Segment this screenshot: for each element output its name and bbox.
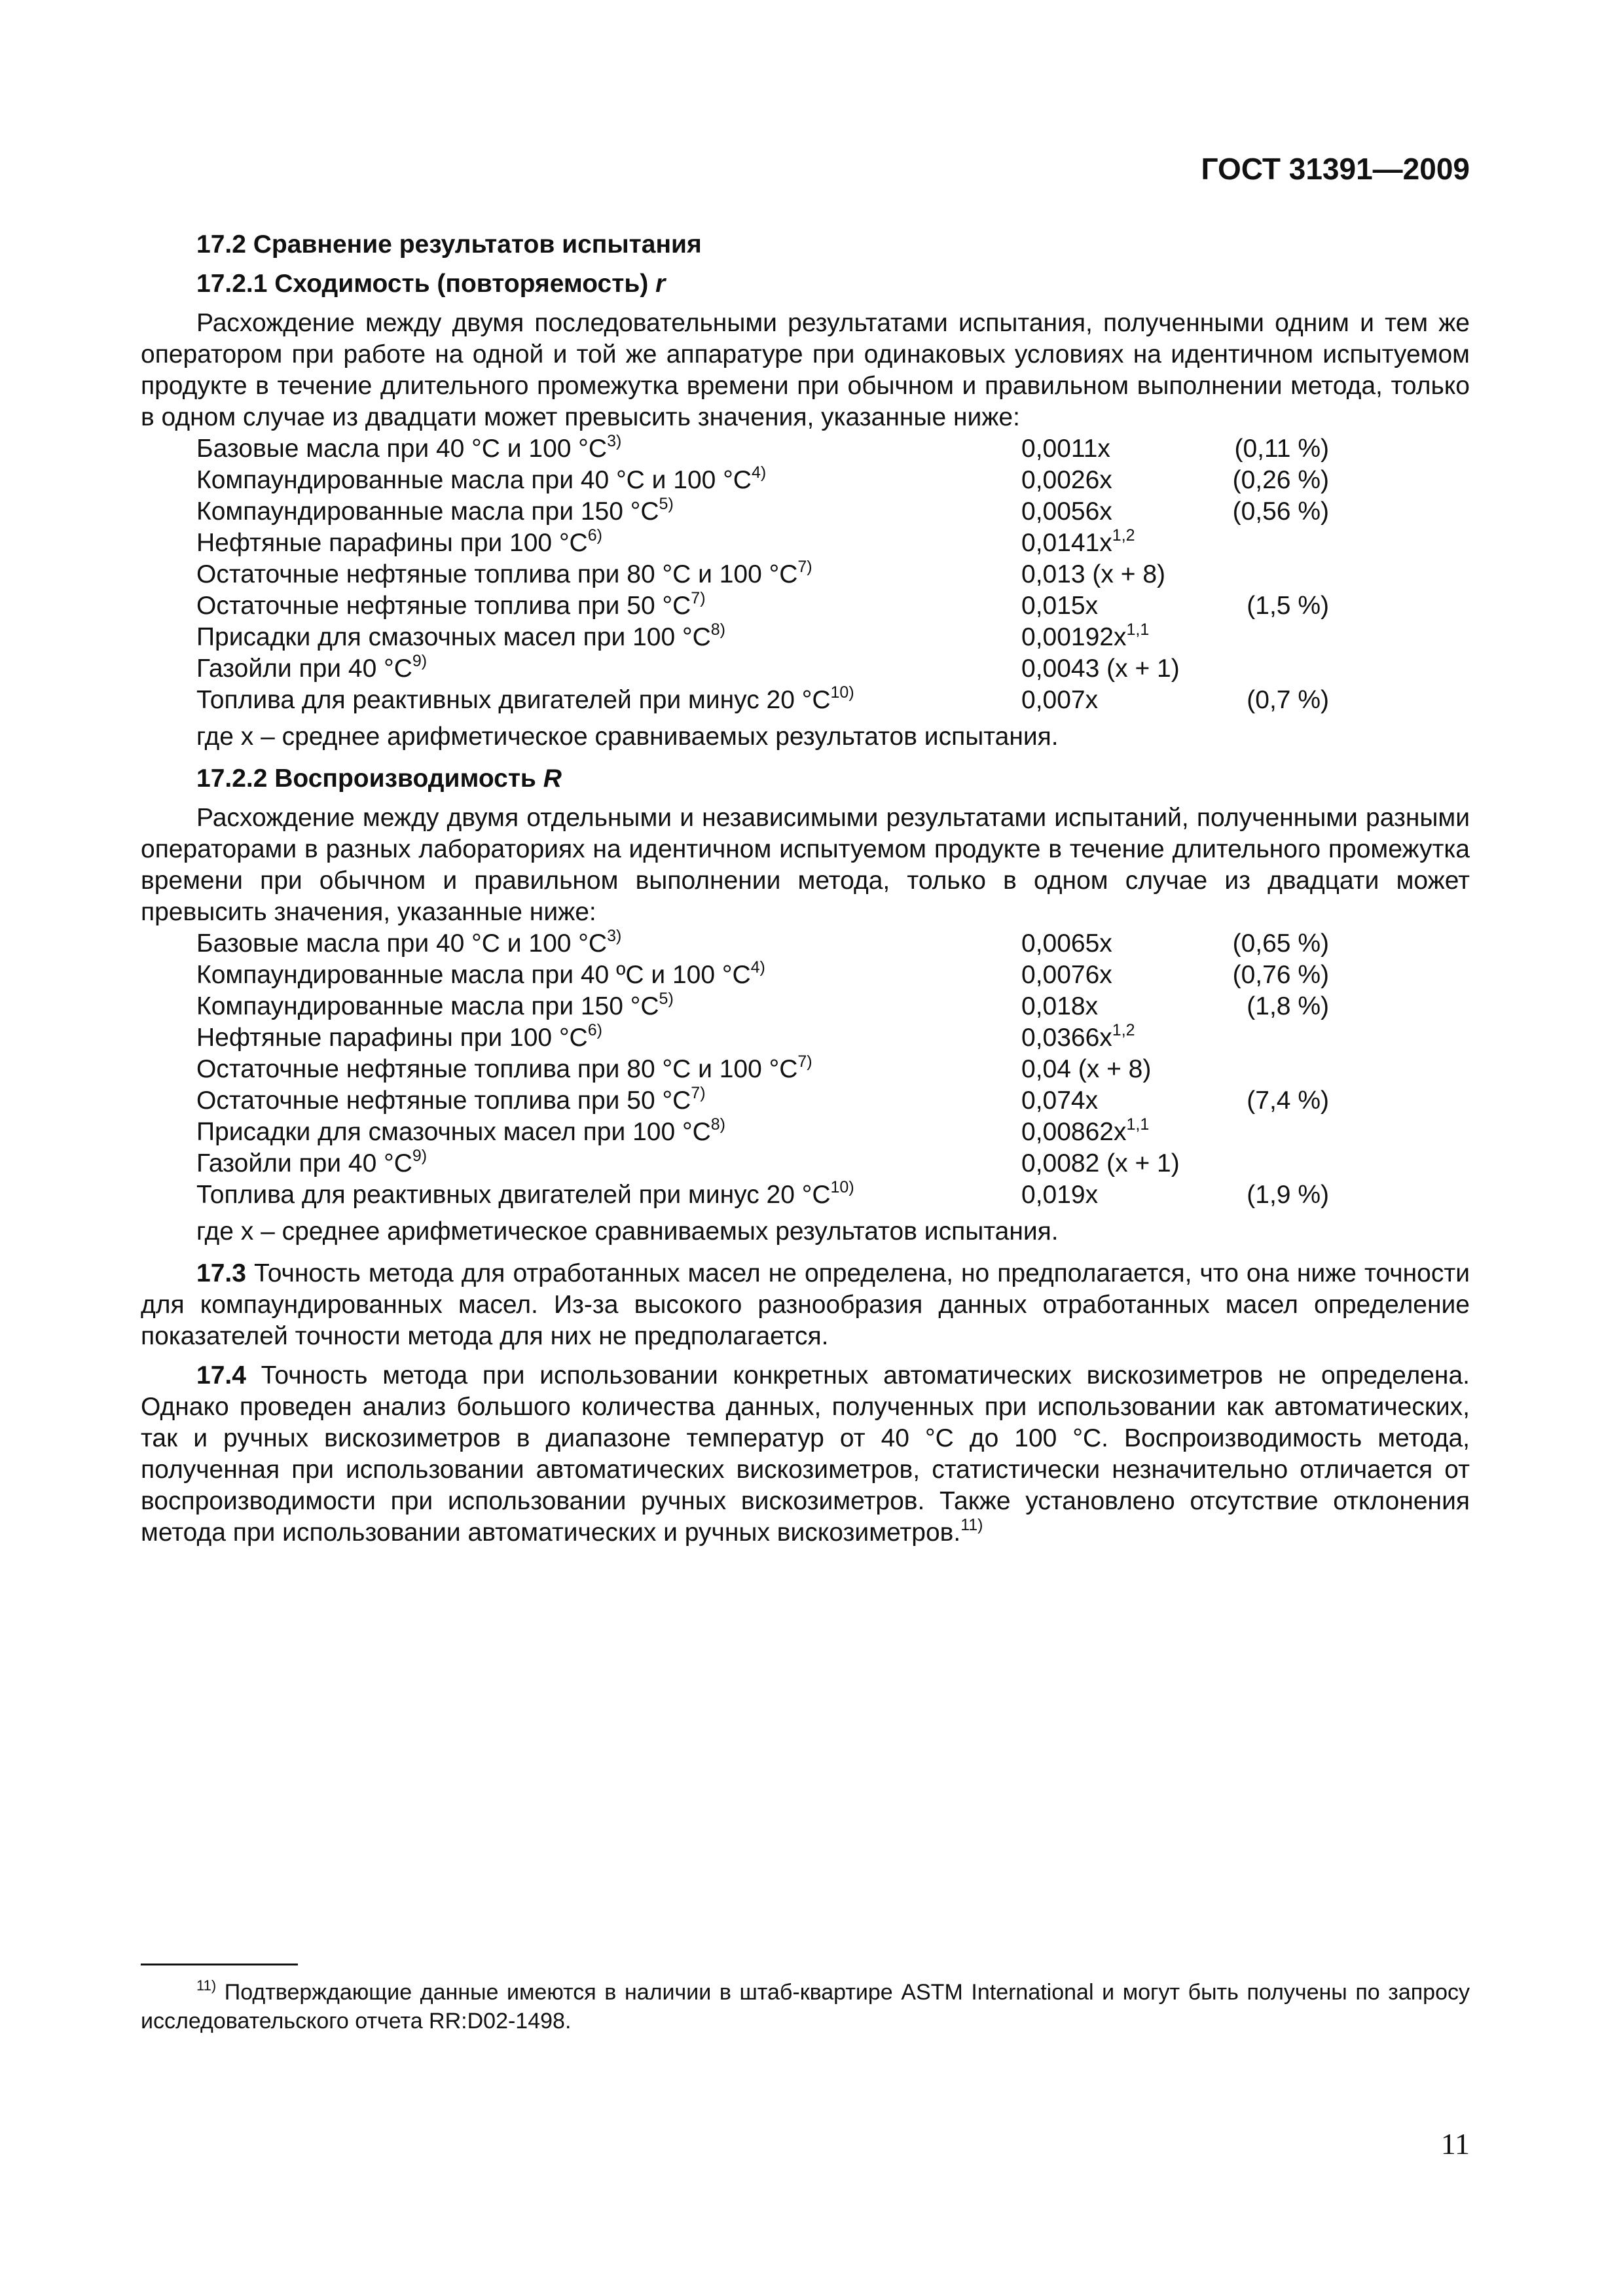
item-footnote-ref: 3) [607, 927, 622, 945]
item-name-text: Остаточные нефтяные топлива при 80 °С и 100 °С [196, 560, 798, 588]
item-value-text: 0,00192x [1021, 623, 1127, 651]
item-name-text: Компаундированные масла при 40 °С и 100 °С [196, 466, 752, 494]
item-name [196, 960, 1021, 991]
section-heading-17-2-1 [141, 268, 1470, 300]
item-name [196, 991, 1021, 1022]
list-item [196, 928, 1470, 960]
item-footnote-ref: 9) [412, 652, 428, 670]
list-item [196, 960, 1470, 991]
item-value-text: 0,0076x [1021, 961, 1112, 989]
item-name [196, 1085, 1021, 1117]
item-footnote-ref: 3) [607, 432, 622, 450]
item-value-text: 0,00862x [1021, 1118, 1127, 1146]
item-value [1021, 1179, 1218, 1211]
item-name-text: Топлива для реактивных двигателей при минус 20 °С [196, 1181, 831, 1209]
item-name [196, 653, 1021, 685]
item-value-exponent: 1,2 [1112, 526, 1135, 545]
reproducibility-list [141, 928, 1470, 1211]
standard-designation: ГОСТ 31391—2009 [1201, 152, 1470, 186]
item-name [196, 465, 1021, 496]
item-value-text: 0,0011x [1021, 435, 1110, 463]
item-percent [1218, 1117, 1329, 1148]
item-value-text: 0,0141x [1021, 529, 1112, 557]
item-name-text: Компаундированные масла при 150 °С [196, 992, 659, 1020]
paragraph-17-3 [141, 1258, 1470, 1352]
item-footnote-ref: 10) [830, 1178, 854, 1196]
item-value-text: 0,0026x [1021, 466, 1112, 494]
item-name-text: Остаточные нефтяные топлива при 50 °С [196, 592, 691, 620]
item-footnote-ref: 7) [797, 558, 812, 576]
item-value-exponent: 1,2 [1112, 1021, 1135, 1039]
item-value [1021, 465, 1218, 496]
item-value [1021, 622, 1218, 653]
list-item [196, 590, 1470, 622]
item-value-text: 0,0056x [1021, 497, 1112, 526]
item-value [1021, 960, 1218, 991]
item-value [1021, 1117, 1218, 1148]
item-value-text: 0,0082 (x + 1) [1021, 1149, 1180, 1177]
item-value-text: 0,015x [1021, 592, 1099, 620]
list-item [196, 991, 1470, 1022]
item-name [196, 1117, 1021, 1148]
item-value [1021, 991, 1218, 1022]
item-name-text: Базовые масла при 40 °С и 100 °С [196, 929, 608, 958]
list-item [196, 1148, 1470, 1179]
item-name-text: Присадки для смазочных масел при 100 °С [196, 623, 711, 651]
list-item [196, 1179, 1470, 1211]
item-percent [1218, 559, 1329, 590]
item-value-text: 0,04 (x + 8) [1021, 1055, 1152, 1083]
main-content [141, 229, 1470, 1549]
item-percent [1218, 528, 1329, 559]
where-note-reproducibility: где x – среднее арифметическое сравниваемых результатов испытания. [196, 1217, 1059, 1246]
item-footnote-ref: 9) [412, 1147, 428, 1165]
item-name [196, 1054, 1021, 1085]
list-item [196, 1117, 1470, 1148]
item-percent: (0,76 %) [1232, 961, 1329, 989]
item-percent: (0,56 %) [1232, 497, 1329, 526]
list-item [196, 685, 1470, 716]
item-name-text: Остаточные нефтяные топлива при 80 °С и 100 °С [196, 1055, 798, 1083]
item-name-text: Нефтяные парафины при 100 °С [196, 1024, 588, 1052]
footnote-text: Подтверждающие данные имеются в наличии в штаб-квартире ASTM International и могут быть получены по запросу исследовательского отчета RR:D02-1498. [141, 1980, 1470, 2034]
item-value-exponent: 1,1 [1126, 1115, 1150, 1134]
footnote-reference: 11) [960, 1516, 983, 1534]
item-name-text: Топлива для реактивных двигателей при минус 20 °С [196, 686, 831, 714]
page-number: 11 [1440, 2127, 1470, 2161]
section-heading-17-2: 17.2 Сравнение результатов испытания [196, 230, 702, 259]
item-footnote-ref: 7) [691, 1084, 706, 1102]
item-name-text: Присадки для смазочных масел при 100 °С [196, 1118, 711, 1146]
item-footnote-ref: 5) [659, 495, 674, 513]
item-value-exponent: 1,1 [1126, 620, 1150, 639]
heading-text: 17.2.2 Воспроизводимость [196, 764, 543, 793]
item-name [196, 528, 1021, 559]
list-item [196, 1054, 1470, 1085]
item-percent: (7,4 %) [1247, 1086, 1329, 1115]
item-value [1021, 1148, 1218, 1179]
item-name-text: Газойли при 40 °С [196, 1149, 412, 1177]
item-name [196, 622, 1021, 653]
list-item [196, 1085, 1470, 1117]
item-percent: (0,7 %) [1247, 686, 1329, 714]
clause-text: Точность метода для отработанных масел не определена, но предполагается, что она ниже точности для компаундированных масел. Из-за высокого разнообразия данных отработанных масел определение показателей точности метода для них не предполагается. [141, 1259, 1470, 1350]
item-name [196, 1179, 1021, 1211]
item-value [1021, 1054, 1218, 1085]
item-value [1021, 496, 1218, 528]
item-name-text: Остаточные нефтяные топлива при 50 °С [196, 1086, 691, 1115]
item-footnote-ref: 8) [710, 620, 725, 639]
where-note-repeatability: где x – среднее арифметическое сравниваемых результатов испытания. [196, 723, 1059, 751]
repeatability-list [141, 433, 1470, 716]
footnote-divider [141, 1964, 298, 1965]
footnote-marker: 11) [196, 1977, 217, 1994]
item-footnote-ref: 8) [710, 1115, 725, 1134]
footnote [141, 1978, 1470, 2036]
heading-symbol: r [655, 270, 666, 298]
item-name [196, 685, 1021, 716]
item-value [1021, 433, 1218, 465]
item-value [1021, 653, 1218, 685]
item-percent [1218, 653, 1329, 685]
item-footnote-ref: 6) [587, 1021, 602, 1039]
item-name [196, 1148, 1021, 1179]
item-value-text: 0,074x [1021, 1086, 1099, 1115]
list-item [196, 433, 1470, 465]
item-percent [1218, 1054, 1329, 1085]
item-footnote-ref: 10) [830, 683, 854, 702]
item-name [196, 590, 1021, 622]
item-footnote-ref: 7) [691, 589, 706, 607]
item-footnote-ref: 5) [659, 990, 674, 1008]
item-value [1021, 559, 1218, 590]
item-name-text: Компаундированные масла при 40 ºС и 100 °С [196, 961, 751, 989]
item-footnote-ref: 6) [587, 526, 602, 545]
heading-symbol: R [543, 764, 562, 793]
item-percent: (1,8 %) [1247, 992, 1329, 1020]
item-name [196, 496, 1021, 528]
item-percent: (1,9 %) [1247, 1181, 1329, 1209]
paragraph-17-2-2: Расхождение между двумя отдельными и независимыми результатами испытаний, полученными разными операторами в разных лабораториях на идентичном испытуемом продукте в течение длительного промежутка времени при обычном и правильном выполнении метода, только в одном случае из двадцати может превысить значения, указанные ниже: [141, 804, 1470, 926]
list-item [196, 496, 1470, 528]
list-item [196, 653, 1470, 685]
item-name [196, 1022, 1021, 1054]
item-name-text: Компаундированные масла при 150 °С [196, 497, 659, 526]
clause-number: 17.4 [196, 1361, 246, 1390]
list-item [196, 1022, 1470, 1054]
item-name [196, 559, 1021, 590]
item-value [1021, 590, 1218, 622]
item-value [1021, 928, 1218, 960]
item-value [1021, 1085, 1218, 1117]
clause-text: Точность метода при использовании конкретных автоматических вискозиметров не определена. Однако проведен анализ большого количества данных, полученных при использовании как автоматических, так и ручных вискозиметров в диапазоне температур от 40 °С до 100 °С. Воспроизводимость метода, полученная при использовании автоматических вискозиметров, статистически незначительно отличается от воспроизводимости при использовании ручных вискозиметров. Также установлено отсутствие отклонения метода при использовании автоматических и ручных вискозиметров. [141, 1361, 1470, 1547]
item-value-text: 0,0065x [1021, 929, 1112, 958]
item-name [196, 928, 1021, 960]
item-value [1021, 1022, 1218, 1054]
item-footnote-ref: 7) [797, 1052, 812, 1071]
item-percent [1218, 1022, 1329, 1054]
item-value [1021, 685, 1218, 716]
item-value-text: 0,013 (x + 8) [1021, 560, 1166, 588]
item-value-text: 0,019x [1021, 1181, 1099, 1209]
item-percent: (0,11 %) [1234, 435, 1329, 463]
section-heading-17-2-2 [141, 763, 1470, 795]
list-item [196, 528, 1470, 559]
item-percent: (0,65 %) [1232, 929, 1329, 958]
item-percent [1218, 1148, 1329, 1179]
item-footnote-ref: 4) [751, 463, 767, 482]
item-name-text: Базовые масла при 40 °С и 100 °С [196, 435, 608, 463]
item-footnote-ref: 4) [750, 958, 765, 977]
heading-text: 17.2.1 Сходимость (повторяемость) [196, 270, 656, 298]
item-percent: (0,26 %) [1232, 466, 1329, 494]
list-item [196, 559, 1470, 590]
item-name [196, 433, 1021, 465]
item-value-text: 0,0366x [1021, 1024, 1112, 1052]
item-value-text: 0,018x [1021, 992, 1099, 1020]
item-percent: (1,5 %) [1247, 592, 1329, 620]
item-name-text: Газойли при 40 °С [196, 655, 412, 683]
list-item [196, 465, 1470, 496]
item-value [1021, 528, 1218, 559]
item-value-text: 0,0043 (x + 1) [1021, 655, 1180, 683]
item-percent [1218, 622, 1329, 653]
paragraph-17-2-1: Расхождение между двумя последовательными результатами испытания, полученными одним и тем же оператором при работе на одной и той же аппаратуре при одинаковых условиях на идентичном испытуемом продукте в течение длительного промежутка времени при обычном и правильном выполнении метода, только в одном случае из двадцати может превысить значения, указанные ниже: [141, 309, 1470, 431]
list-item [196, 622, 1470, 653]
clause-number: 17.3 [196, 1259, 246, 1287]
item-name-text: Нефтяные парафины при 100 °С [196, 529, 588, 557]
item-value-text: 0,007x [1021, 686, 1099, 714]
paragraph-17-4 [141, 1360, 1470, 1549]
